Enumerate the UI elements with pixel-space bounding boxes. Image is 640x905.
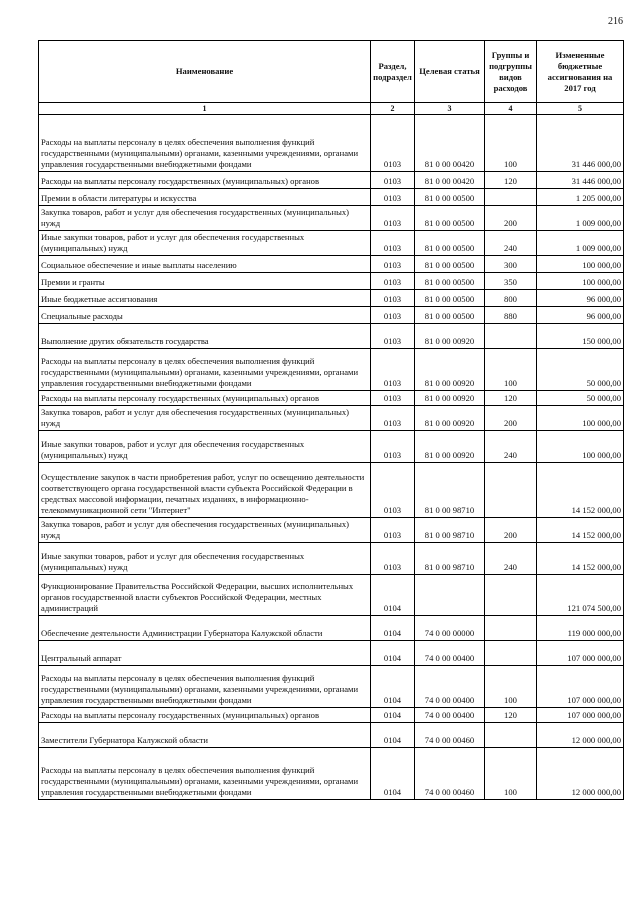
row-group-text: 350 <box>504 277 517 287</box>
row-section <box>371 641 415 666</box>
row-section-text: 0104 <box>383 628 402 638</box>
table-row <box>39 575 624 616</box>
row-section-text: 0103 <box>383 311 402 321</box>
row-sum <box>537 324 624 349</box>
row-group <box>485 349 537 391</box>
row-sum <box>537 748 624 800</box>
row-name-text: Выполнение других обязательств государства <box>41 336 209 346</box>
row-article <box>415 575 485 616</box>
row-article-text: 81 0 00 00500 <box>424 193 475 203</box>
row-group-text: 200 <box>504 418 517 428</box>
row-name <box>39 406 371 431</box>
header-sum: Измененные бюджетные ассигнования на 2017 год <box>537 41 624 103</box>
row-group <box>485 406 537 431</box>
row-sum-text: 96 000,00 <box>586 294 621 304</box>
row-name <box>39 543 371 575</box>
row-name <box>39 616 371 641</box>
row-section <box>371 463 415 518</box>
row-group-text: 200 <box>504 530 517 540</box>
row-group <box>485 518 537 543</box>
row-section <box>371 231 415 256</box>
row-name-text: Иные закупки товаров, работ и услуг для обеспечения государственных (муниципальных) нужд <box>41 551 305 572</box>
table-row <box>39 189 624 206</box>
row-sum-text: 119 000 000,00 <box>567 628 621 638</box>
row-article <box>415 115 485 172</box>
row-name <box>39 273 371 290</box>
row-name <box>39 518 371 543</box>
table-row <box>39 391 624 406</box>
row-section-text: 0103 <box>383 418 402 428</box>
row-sum <box>537 723 624 748</box>
row-name-text: Заместители Губернатора Калужской области <box>41 735 209 745</box>
row-article-text: 81 0 00 00920 <box>424 393 475 403</box>
row-sum <box>537 543 624 575</box>
row-article <box>415 641 485 666</box>
row-name <box>39 708 371 723</box>
table-row <box>39 290 624 307</box>
row-section <box>371 307 415 324</box>
row-article <box>415 748 485 800</box>
row-sum <box>537 273 624 290</box>
row-sum-text: 14 152 000,00 <box>571 505 621 515</box>
row-name-text: Иные закупки товаров, работ и услуг для обеспечения государственных (муниципальных) нужд <box>41 232 305 253</box>
row-section <box>371 748 415 800</box>
row-group <box>485 115 537 172</box>
row-name-text: Премии в области литературы и искусства <box>41 193 197 203</box>
page-number: 216 <box>608 16 623 27</box>
row-article <box>415 518 485 543</box>
row-article-text: 81 0 00 00500 <box>424 311 475 321</box>
row-section <box>371 172 415 189</box>
row-sum-text: 121 074 500,00 <box>567 603 621 613</box>
row-name <box>39 575 371 616</box>
row-sum-text: 100 000,00 <box>582 418 621 428</box>
row-article <box>415 708 485 723</box>
row-group <box>485 172 537 189</box>
row-group-text: 240 <box>504 562 517 572</box>
row-sum <box>537 256 624 273</box>
row-name-text: Закупка товаров, работ и услуг для обеспечения государственных (муниципальных) нужд <box>41 207 349 228</box>
row-sum-text: 50 000,00 <box>586 378 621 388</box>
row-group-text: 240 <box>504 450 517 460</box>
row-group <box>485 708 537 723</box>
row-sum-text: 14 152 000,00 <box>571 562 621 572</box>
row-article <box>415 307 485 324</box>
table-row <box>39 708 624 723</box>
column-number: 4 <box>485 103 537 115</box>
row-article-text: 81 0 00 98710 <box>424 505 475 515</box>
row-group <box>485 189 537 206</box>
table-row <box>39 748 624 800</box>
row-group <box>485 256 537 273</box>
row-name <box>39 206 371 231</box>
table-row <box>39 115 624 172</box>
row-sum-text: 100 000,00 <box>582 450 621 460</box>
row-group-text: 100 <box>504 787 517 797</box>
row-section <box>371 518 415 543</box>
row-group <box>485 723 537 748</box>
row-article <box>415 231 485 256</box>
row-section-text: 0103 <box>383 562 402 572</box>
table-row <box>39 463 624 518</box>
row-section <box>371 723 415 748</box>
row-article-text: 81 0 00 00500 <box>424 294 475 304</box>
row-group-text: 100 <box>504 159 517 169</box>
table-row <box>39 206 624 231</box>
row-group <box>485 391 537 406</box>
table-row <box>39 723 624 748</box>
row-group <box>485 273 537 290</box>
row-article <box>415 666 485 708</box>
table-body <box>39 115 624 800</box>
row-sum-text: 12 000 000,00 <box>571 787 621 797</box>
header-name: Наименование <box>39 41 371 103</box>
table-header-row <box>39 41 624 103</box>
row-sum <box>537 172 624 189</box>
row-name-text: Расходы на выплаты персоналу в целях обеспечения выполнения функций государственными (муниципальными) органами, казенными учреждениями, органами управления государственными внебюджетными фондами <box>41 137 359 169</box>
row-name <box>39 172 371 189</box>
row-section-text: 0103 <box>383 159 402 169</box>
row-group-text: 120 <box>504 710 517 720</box>
row-sum <box>537 115 624 172</box>
row-name-text: Обеспечение деятельности Администрации Губернатора Калужской области <box>41 628 323 638</box>
row-sum <box>537 616 624 641</box>
row-sum <box>537 290 624 307</box>
table-row <box>39 431 624 463</box>
row-section <box>371 349 415 391</box>
row-section-text: 0103 <box>383 260 402 270</box>
row-name-text: Иные бюджетные ассигнования <box>41 294 158 304</box>
row-sum <box>537 307 624 324</box>
table-row <box>39 666 624 708</box>
header-article: Целевая статья <box>415 41 485 103</box>
row-name <box>39 748 371 800</box>
header-section: Раздел, подраздел <box>371 41 415 103</box>
row-name-text: Расходы на выплаты персоналу государственных (муниципальных) органов <box>41 393 320 403</box>
row-group-text: 200 <box>504 218 517 228</box>
row-name <box>39 324 371 349</box>
row-article-text: 81 0 00 00920 <box>424 450 475 460</box>
row-sum-text: 96 000,00 <box>586 311 621 321</box>
row-sum <box>537 231 624 256</box>
row-group <box>485 463 537 518</box>
row-article-text: 74 0 00 00460 <box>424 787 475 797</box>
row-name-text: Закупка товаров, работ и услуг для обеспечения государственных (муниципальных) нужд <box>41 407 349 428</box>
row-article <box>415 206 485 231</box>
row-article-text: 81 0 00 00920 <box>424 418 475 428</box>
row-article-text: 81 0 00 00420 <box>424 176 475 186</box>
row-sum <box>537 518 624 543</box>
header-groups: Группы и подгруппы видов расходов <box>485 41 537 103</box>
row-sum-text: 31 446 000,00 <box>571 159 621 169</box>
row-sum-text: 31 446 000,00 <box>571 176 621 186</box>
row-name-text: Расходы на выплаты персоналу в целях обеспечения выполнения функций государственными (муниципальными) органами, казенными учреждениями, органами управления государственными внебюджетными фондами <box>41 356 359 388</box>
row-sum <box>537 189 624 206</box>
row-sum <box>537 391 624 406</box>
row-name-text: Осуществление закупок в части приобретения работ, услуг по освещению деятельности соответствующего органа государственной власти субъекта Российской Федерации в средствах массовой информации, печатных изданиях, в информационно-телекоммуникационной сети "Интернет" <box>41 472 365 515</box>
row-sum <box>537 406 624 431</box>
row-sum <box>537 575 624 616</box>
row-section <box>371 431 415 463</box>
row-sum <box>537 708 624 723</box>
row-article <box>415 723 485 748</box>
row-article-text: 81 0 00 00500 <box>424 243 475 253</box>
row-article-text: 74 0 00 00400 <box>424 695 475 705</box>
row-section-text: 0104 <box>383 787 402 797</box>
row-article-text: 74 0 00 00460 <box>424 735 475 745</box>
row-sum <box>537 349 624 391</box>
row-sum <box>537 206 624 231</box>
row-article-text: 81 0 00 00420 <box>424 159 475 169</box>
table-row <box>39 406 624 431</box>
row-section-text: 0104 <box>383 735 402 745</box>
table-row <box>39 172 624 189</box>
row-group <box>485 641 537 666</box>
row-name <box>39 231 371 256</box>
row-section-text: 0104 <box>383 653 402 663</box>
row-section <box>371 543 415 575</box>
row-article <box>415 543 485 575</box>
row-section-text: 0103 <box>383 530 402 540</box>
row-section-text: 0103 <box>383 378 402 388</box>
budget-table <box>38 40 624 800</box>
row-name <box>39 256 371 273</box>
row-article-text: 74 0 00 00400 <box>424 653 475 663</box>
row-section-text: 0103 <box>383 218 402 228</box>
column-number: 2 <box>371 103 415 115</box>
row-section-text: 0103 <box>383 243 402 253</box>
row-section <box>371 666 415 708</box>
row-name <box>39 641 371 666</box>
row-section <box>371 206 415 231</box>
row-article <box>415 431 485 463</box>
row-sum-text: 107 000 000,00 <box>567 695 621 705</box>
row-section-text: 0103 <box>383 176 402 186</box>
row-name <box>39 189 371 206</box>
row-sum-text: 107 000 000,00 <box>567 710 621 720</box>
row-group <box>485 231 537 256</box>
row-section <box>371 324 415 349</box>
row-group-text: 120 <box>504 176 517 186</box>
row-name-text: Функционирование Правительства Российской Федерации, высших исполнительных органов государственной власти субъектов Российской Федерации, местных администраций <box>41 581 354 613</box>
row-article <box>415 391 485 406</box>
row-article-text: 81 0 00 00920 <box>424 378 475 388</box>
row-sum-text: 1 009 000,00 <box>575 218 621 228</box>
row-section <box>371 708 415 723</box>
row-sum-text: 150 000,00 <box>582 336 621 346</box>
row-name <box>39 463 371 518</box>
row-name <box>39 115 371 172</box>
row-sum-text: 1 205 000,00 <box>575 193 621 203</box>
row-sum-text: 1 009 000,00 <box>575 243 621 253</box>
row-group <box>485 206 537 231</box>
row-sum <box>537 431 624 463</box>
row-article-text: 81 0 00 00920 <box>424 336 475 346</box>
column-number-row <box>39 103 624 115</box>
row-article-text: 81 0 00 00500 <box>424 260 475 270</box>
row-name-text: Расходы на выплаты персоналу в целях обеспечения выполнения функций государственными (муниципальными) органами, казенными учреждениями, органами управления государственными внебюджетными фондами <box>41 673 359 705</box>
row-section-text: 0104 <box>383 603 402 613</box>
row-article-text: 74 0 00 00000 <box>424 628 475 638</box>
row-article-text: 81 0 00 00500 <box>424 277 475 287</box>
table-row <box>39 616 624 641</box>
row-section <box>371 391 415 406</box>
row-name <box>39 666 371 708</box>
column-number: 3 <box>415 103 485 115</box>
table-row <box>39 231 624 256</box>
row-group <box>485 575 537 616</box>
row-group <box>485 543 537 575</box>
row-group <box>485 290 537 307</box>
row-name-text: Специальные расходы <box>41 311 123 321</box>
row-section <box>371 256 415 273</box>
row-sum-text: 100 000,00 <box>582 260 621 270</box>
table-row <box>39 543 624 575</box>
row-group-text: 300 <box>504 260 517 270</box>
table-row <box>39 518 624 543</box>
row-name-text: Расходы на выплаты персоналу государственных (муниципальных) органов <box>41 710 320 720</box>
row-group <box>485 616 537 641</box>
row-group <box>485 666 537 708</box>
row-sum-text: 107 000 000,00 <box>567 653 621 663</box>
row-section <box>371 616 415 641</box>
row-article <box>415 172 485 189</box>
row-name-text: Центральный аппарат <box>41 653 122 663</box>
row-name-text: Социальное обеспечение и иные выплаты населению <box>41 260 237 270</box>
table-row <box>39 641 624 666</box>
row-section-text: 0104 <box>383 695 402 705</box>
row-group <box>485 324 537 349</box>
row-name-text: Иные закупки товаров, работ и услуг для обеспечения государственных (муниципальных) нужд <box>41 439 305 460</box>
row-section <box>371 115 415 172</box>
row-sum <box>537 641 624 666</box>
row-section-text: 0103 <box>383 336 402 346</box>
row-article-text: 81 0 00 98710 <box>424 562 475 572</box>
row-sum-text: 12 000 000,00 <box>571 735 621 745</box>
row-sum-text: 14 152 000,00 <box>571 530 621 540</box>
row-name-text: Расходы на выплаты персоналу в целях обеспечения выполнения функций государственными (муниципальными) органами, казенными учреждениями, органами управления государственными внебюджетными фондами <box>41 765 359 797</box>
row-section <box>371 189 415 206</box>
table-row <box>39 256 624 273</box>
row-sum <box>537 666 624 708</box>
row-group-text: 800 <box>504 294 517 304</box>
row-sum-text: 100 000,00 <box>582 277 621 287</box>
row-name <box>39 431 371 463</box>
row-section-text: 0103 <box>383 193 402 203</box>
row-group <box>485 307 537 324</box>
row-name <box>39 723 371 748</box>
row-group-text: 100 <box>504 378 517 388</box>
row-section-text: 0103 <box>383 294 402 304</box>
row-name <box>39 391 371 406</box>
table-row <box>39 307 624 324</box>
row-name <box>39 307 371 324</box>
row-article <box>415 406 485 431</box>
row-article <box>415 290 485 307</box>
row-group-text: 120 <box>504 393 517 403</box>
row-article <box>415 616 485 641</box>
row-name <box>39 290 371 307</box>
row-section-text: 0103 <box>383 505 402 515</box>
column-number: 1 <box>39 103 371 115</box>
row-group <box>485 748 537 800</box>
row-section <box>371 406 415 431</box>
row-section <box>371 273 415 290</box>
row-sum <box>537 463 624 518</box>
row-section <box>371 290 415 307</box>
row-section-text: 0103 <box>383 393 402 403</box>
row-section-text: 0103 <box>383 450 402 460</box>
row-name-text: Закупка товаров, работ и услуг для обеспечения государственных (муниципальных) нужд <box>41 519 349 540</box>
row-article <box>415 256 485 273</box>
row-section <box>371 575 415 616</box>
row-article-text: 81 0 00 00500 <box>424 218 475 228</box>
row-group <box>485 431 537 463</box>
table-row <box>39 273 624 290</box>
row-group-text: 240 <box>504 243 517 253</box>
table-row <box>39 349 624 391</box>
row-group-text: 880 <box>504 311 517 321</box>
row-article <box>415 273 485 290</box>
row-article <box>415 463 485 518</box>
row-article-text: 74 0 00 00400 <box>424 710 475 720</box>
row-article <box>415 189 485 206</box>
row-article-text: 81 0 00 98710 <box>424 530 475 540</box>
row-section-text: 0103 <box>383 277 402 287</box>
row-article <box>415 349 485 391</box>
row-group-text: 100 <box>504 695 517 705</box>
row-section-text: 0104 <box>383 710 402 720</box>
row-name <box>39 349 371 391</box>
column-number: 5 <box>537 103 624 115</box>
row-name-text: Расходы на выплаты персоналу государственных (муниципальных) органов <box>41 176 320 186</box>
row-article <box>415 324 485 349</box>
row-sum-text: 50 000,00 <box>586 393 621 403</box>
row-name-text: Премии и гранты <box>41 277 105 287</box>
table-row <box>39 324 624 349</box>
